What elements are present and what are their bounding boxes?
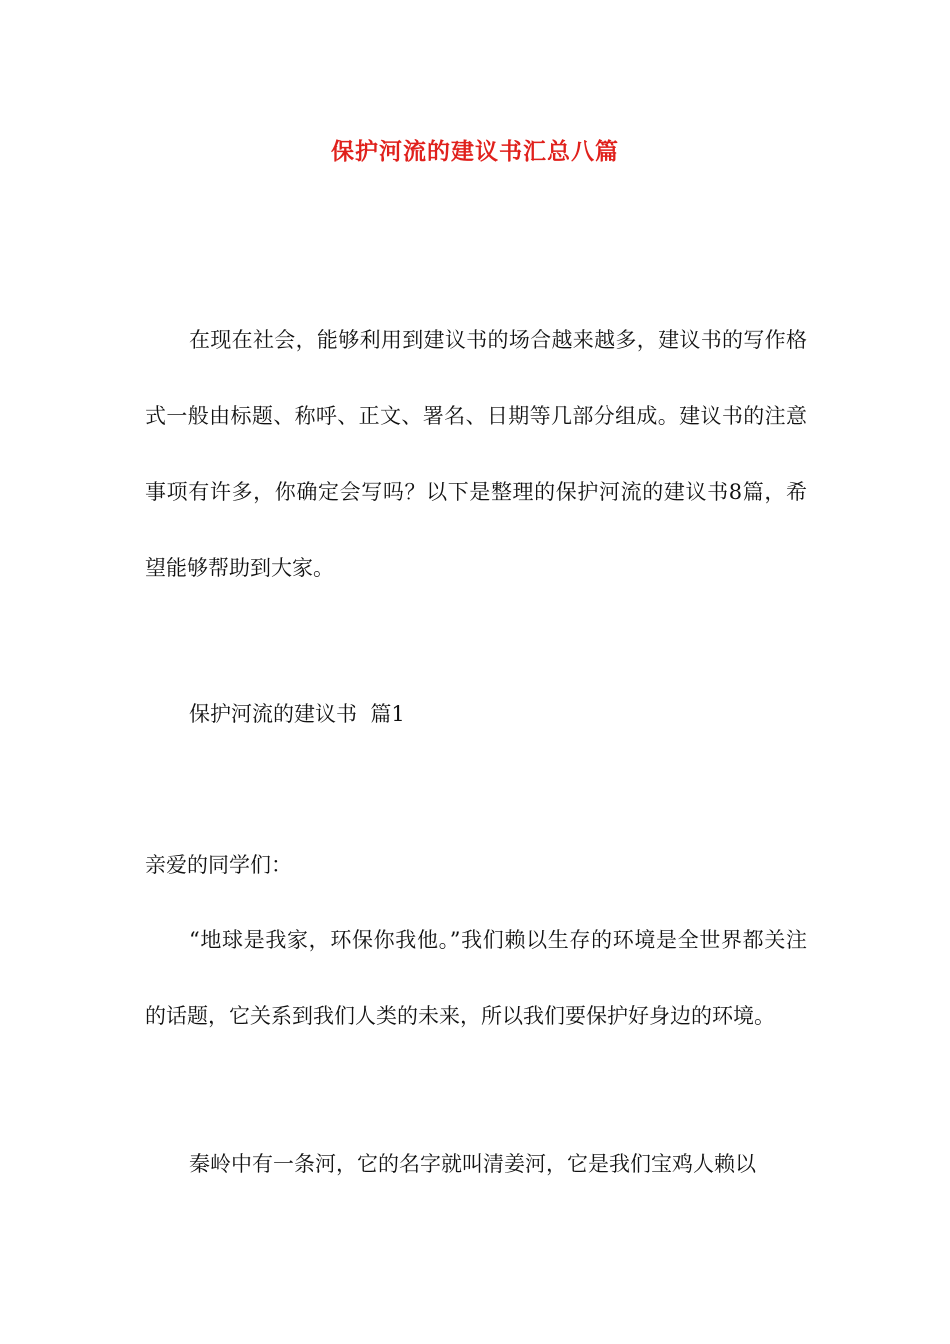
document-title: 保护河流的建议书汇总八篇	[331, 138, 619, 165]
intro-paragraph: 在现在社会，能够利用到建议书的场合越来越多，建议书的写作格式一般由标题、称呼、正文、署名、日期等几部分组成。建议书的注意事项有许多，你确定会写吗？以下是整理的保护河流的建议书8篇，希望能够帮助到大家。	[145, 328, 807, 580]
salutation: 亲爱的同学们：	[145, 853, 292, 877]
section-heading: 保护河流的建议书 篇1	[189, 702, 405, 726]
body-paragraph-1: “地球是我家，环保你我他。”我们赖以生存的环境是全世界都关注的话题，它关系到我们人类的未来，所以我们要保护好身边的环境。	[145, 928, 807, 1028]
body-paragraph-2: 秦岭中有一条河，它的名字就叫清姜河，它是我们宝鸡人赖以	[189, 1152, 756, 1176]
